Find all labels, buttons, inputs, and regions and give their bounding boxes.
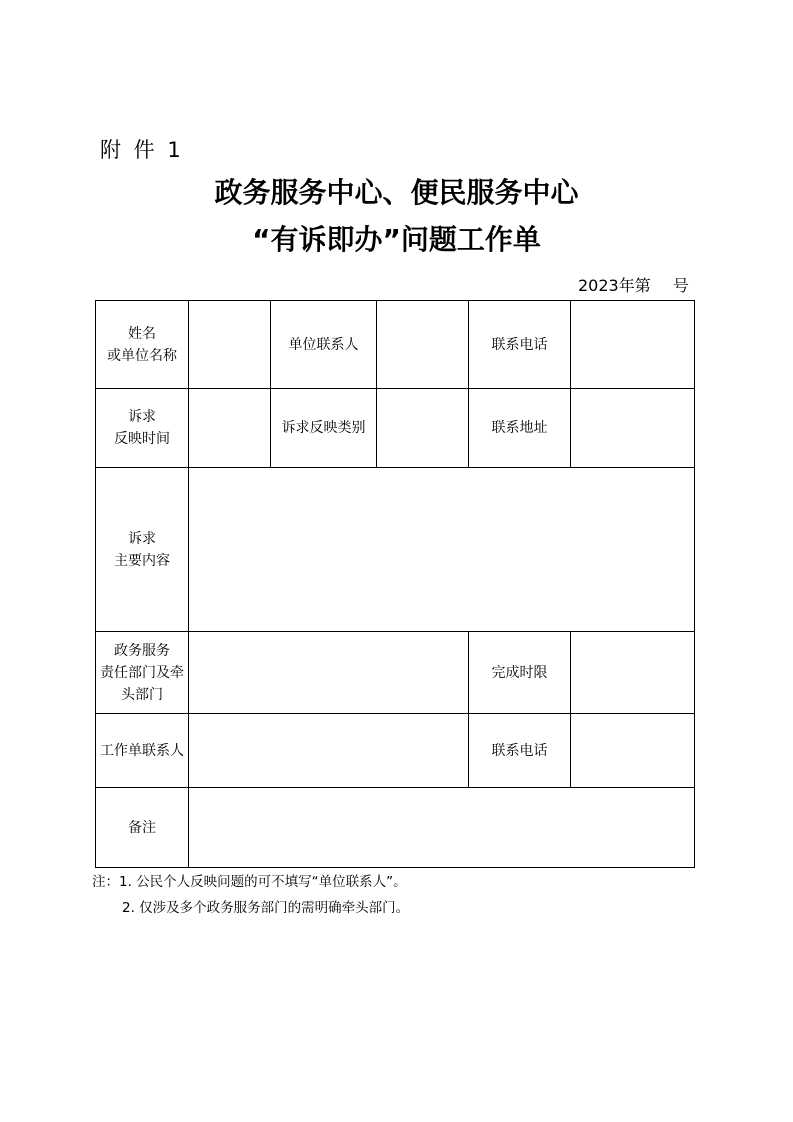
ticket-contact-value-cell[interactable]: [189, 714, 469, 788]
unit-contact-value-cell[interactable]: [377, 301, 469, 389]
phone-label: 联系电话: [469, 301, 571, 389]
phone-value-cell[interactable]: [571, 301, 695, 389]
form-row-content: [96, 468, 695, 632]
form-row-ticket-contact: [96, 714, 695, 788]
unit-contact-label: 单位联系人: [271, 301, 377, 389]
page-title-line2: “有诉即办”问题工作单: [252, 223, 541, 256]
name-label-line2: 或单位名称: [107, 347, 177, 364]
phone-value-cell-2[interactable]: [571, 714, 695, 788]
serial-prefix: 2023年第: [578, 276, 651, 295]
department-value-cell[interactable]: [189, 632, 469, 714]
time-value-cell[interactable]: [189, 389, 271, 468]
deadline-value-cell[interactable]: [571, 632, 695, 714]
time-label: [96, 389, 189, 468]
serial-suffix: 号: [672, 276, 689, 295]
category-label: 诉求反映类别: [271, 389, 377, 468]
note-1: 注：1. 公民个人反映问题的可不填写“单位联系人”。: [92, 874, 407, 890]
content-value-cell[interactable]: [189, 468, 695, 632]
note-2: 2. 仅涉及多个政务服务部门的需明确牵头部门。: [122, 900, 410, 916]
time-label-line2: 反映时间: [114, 431, 170, 447]
form-row-name: [96, 301, 695, 389]
name-label: [96, 301, 189, 389]
department-label-line2: 责任部门及牵: [100, 664, 184, 681]
name-value-cell[interactable]: [189, 301, 271, 389]
ticket-contact-label: 工作单联系人: [96, 714, 189, 788]
department-label-line3: 头部门: [121, 686, 163, 703]
serial-number: [578, 273, 689, 296]
department-label-line1: 政务服务: [114, 642, 170, 659]
form-row-department: [96, 632, 695, 714]
content-label-line1: 诉求: [128, 530, 156, 547]
attachment-label: 附 件 1: [100, 138, 184, 162]
address-value-cell[interactable]: [571, 389, 695, 468]
form-row-remarks: [96, 788, 695, 868]
remarks-value-cell[interactable]: [189, 788, 695, 868]
name-label-line1: 姓名: [128, 325, 156, 342]
work-order-form: [95, 300, 695, 868]
remarks-label: 备注: [96, 788, 189, 868]
phone-label-2: 联系电话: [469, 714, 571, 788]
page-title-line1: 政务服务中心、便民服务中心: [214, 176, 579, 209]
department-label: [96, 632, 189, 714]
category-value-cell[interactable]: [377, 389, 469, 468]
content-label: [96, 468, 189, 632]
content-label-line2: 主要内容: [114, 552, 170, 569]
time-label-line1: 诉求: [128, 409, 156, 425]
form-row-time: [96, 389, 695, 468]
address-label: 联系地址: [469, 389, 571, 468]
deadline-label: 完成时限: [469, 632, 571, 714]
